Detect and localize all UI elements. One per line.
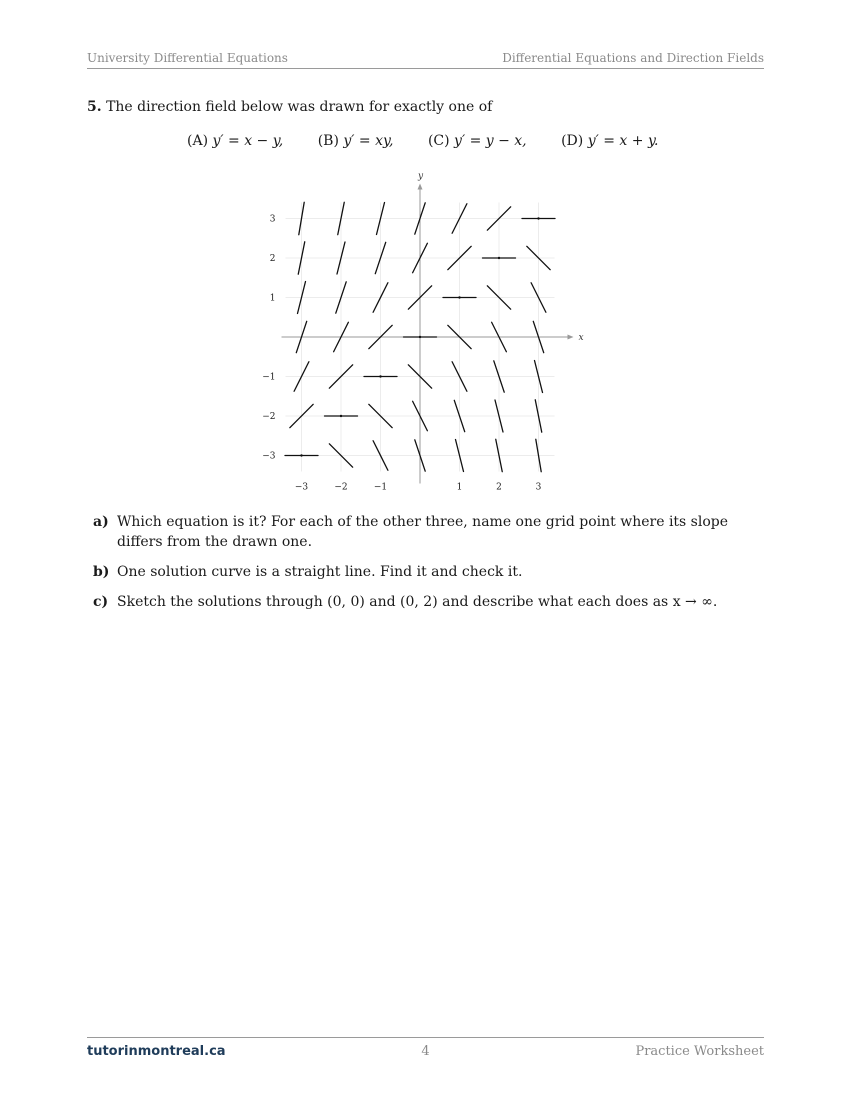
- choice-d-label: (D): [561, 133, 588, 149]
- part-b-label: b): [93, 564, 110, 580]
- zero-slope-dot: [340, 415, 342, 417]
- y-axis-label: y: [418, 171, 424, 182]
- part-a-text: Which equation is it? For each of the other three, name one grid point where its slope differs from the drawn one.: [117, 514, 729, 550]
- page-header: [87, 50, 764, 69]
- choice-a-label: (A): [187, 133, 213, 149]
- direction-field-svg: [250, 165, 600, 495]
- footer-worksheet-label: Practice Worksheet: [635, 1044, 764, 1059]
- y-tick-label: −3: [262, 451, 276, 462]
- choice-d-equation: y′ = x + y.: [587, 133, 659, 149]
- x-tick-label: −2: [334, 482, 348, 493]
- problem-prompt: The direction field below was drawn for exactly one of: [106, 99, 493, 115]
- zero-slope-dot: [498, 257, 500, 259]
- zero-slope-dot: [537, 217, 539, 219]
- choice-a: [187, 133, 283, 149]
- direction-field-figure: [250, 165, 600, 499]
- x-tick-label: 3: [535, 482, 542, 493]
- x-tick-label: −1: [373, 482, 388, 493]
- problem-number: 5.: [87, 99, 102, 115]
- problem-statement: [87, 99, 492, 115]
- choice-c-label: (C): [427, 133, 455, 149]
- x-tick-label: −3: [294, 482, 309, 493]
- header-course-title: University Differential Equations: [87, 51, 288, 65]
- y-tick-label: −1: [262, 372, 276, 383]
- choice-b-label: (B): [317, 133, 344, 149]
- part-c-text: Sketch the solutions through (0, 0) and (0, 2) and describe what each does as x → ∞.: [117, 594, 718, 610]
- zero-slope-dot: [300, 454, 302, 456]
- x-axis-label: x: [578, 333, 584, 343]
- tick-labels: [262, 215, 541, 493]
- problem-parts: [87, 512, 767, 622]
- page-footer: [87, 1037, 764, 1059]
- part-b-text: One solution curve is a straight line. Find it and check it.: [117, 564, 523, 580]
- x-tick-label: 1: [456, 482, 463, 493]
- y-tick-label: 3: [269, 214, 276, 225]
- part-a: [87, 512, 767, 552]
- choice-c-equation: y′ = y − x,: [454, 133, 527, 149]
- y-tick-label: 1: [269, 293, 276, 304]
- part-c-label: c): [93, 594, 109, 610]
- footer-site-link[interactable]: tutorinmontreal.ca: [87, 1044, 226, 1059]
- choice-b-equation: y′ = xy,: [343, 133, 394, 149]
- y-tick-label: −2: [262, 412, 276, 422]
- header-topic-title: Differential Equations and Direction Fields: [502, 51, 764, 65]
- y-axis-arrow: [418, 184, 423, 190]
- zero-slope-dot: [419, 336, 421, 338]
- zero-slope-dot: [458, 296, 460, 298]
- page-number: 4: [421, 1044, 430, 1059]
- answer-choices: [187, 133, 658, 149]
- zero-slope-dot: [379, 375, 381, 377]
- part-a-label: a): [93, 514, 109, 530]
- choice-d: [561, 133, 658, 149]
- choice-c: [428, 133, 527, 149]
- y-tick-label: 2: [269, 254, 276, 264]
- part-c: [87, 592, 767, 612]
- part-b: [87, 562, 767, 582]
- choice-b: [318, 133, 394, 149]
- x-axis-arrow: [568, 335, 574, 340]
- choice-a-equation: y′ = x − y,: [212, 133, 284, 149]
- x-tick-label: 2: [496, 482, 502, 493]
